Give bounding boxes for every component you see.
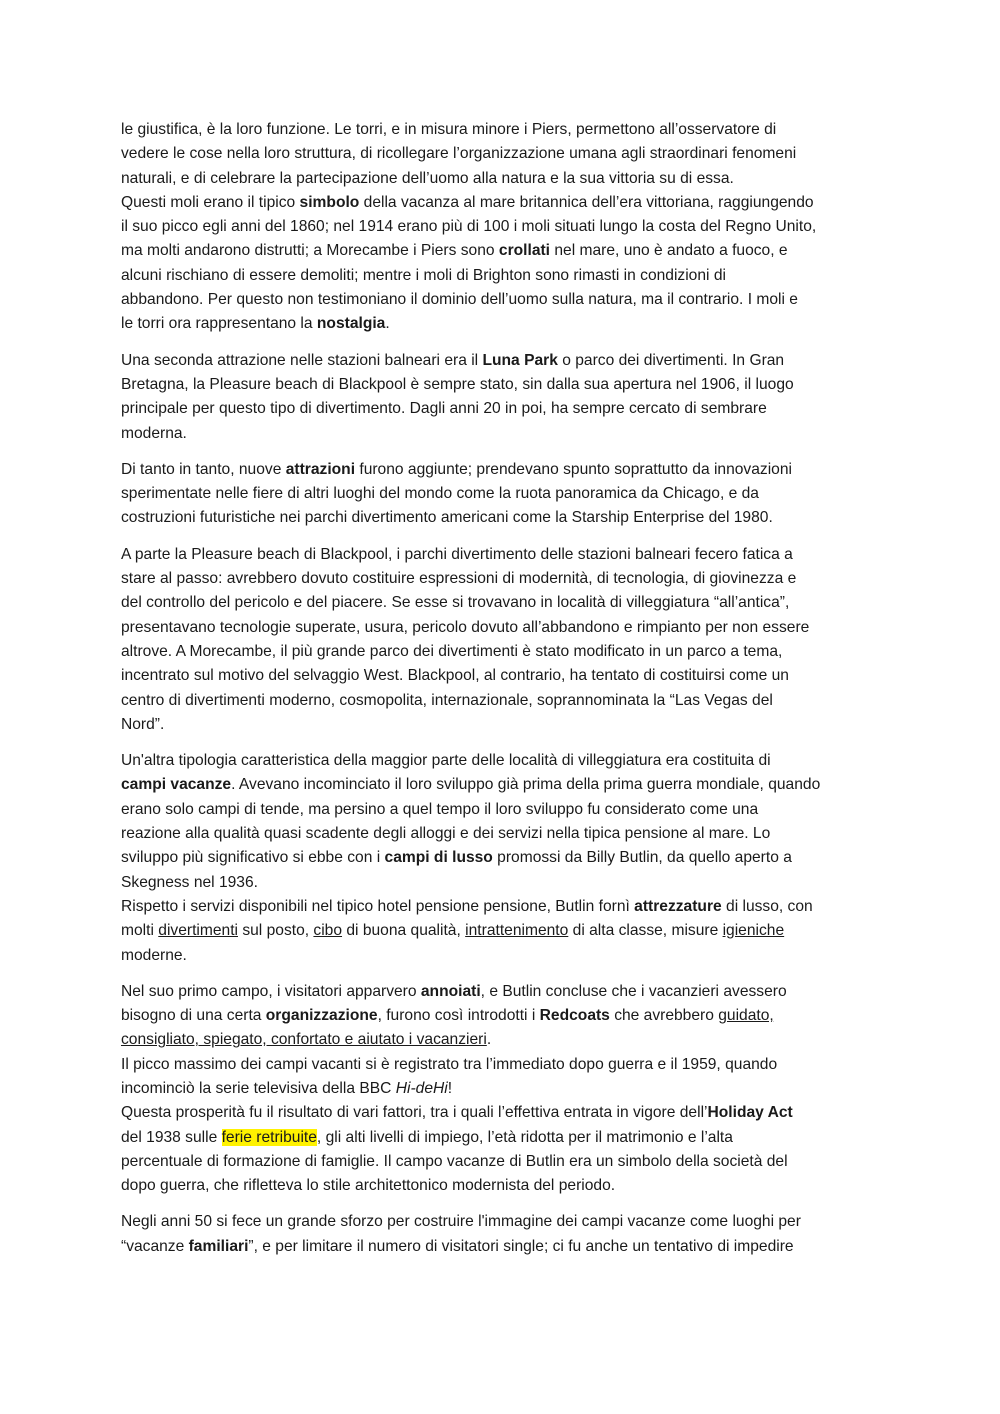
text-run: sviluppo più significativo si ebbe con i xyxy=(121,849,385,867)
text-run: del controllo del pericolo e del piacere. Se esse si trovavano in località di villeggiatura “all’antica”, xyxy=(121,594,790,612)
text-line xyxy=(121,167,891,191)
text-run: moderne. xyxy=(121,946,187,964)
bold-term: nostalgia xyxy=(316,315,386,333)
text-line xyxy=(121,264,891,288)
text-run: Bretagna, la Pleasure beach di Blackpool è sempre stato, sin dalla sua apertura nel 1906, il luogo xyxy=(121,375,794,393)
bold-term: annoiati xyxy=(420,982,481,1000)
text-run: , furono così introdotti i xyxy=(377,1007,540,1025)
text-run: incentrato sul motivo del selvaggio West. Blackpool, al contrario, ha tentato di costituirsi come un xyxy=(121,667,789,685)
paragraph-towers-function xyxy=(121,118,891,191)
document-page xyxy=(121,118,891,1271)
text-run: abbandono. Per questo non testimoniano il dominio dell’uomo sulla natura, ma il contrario. I moli e xyxy=(121,291,798,309)
text-run: vedere le cose nella loro struttura, di ricollegare l’organizzazione umana agli straordinari fenomeni xyxy=(121,145,797,163)
text-run: bisogno di una certa xyxy=(121,1007,266,1025)
paragraph-family-holidays xyxy=(121,1210,891,1259)
bold-term: attrazioni xyxy=(285,460,356,478)
underlined-term: consigliato, spiegato, confortato e aiutato i vacanzieri xyxy=(121,1031,487,1049)
text-run: Questi moli erano il tipico xyxy=(121,193,300,211)
text-run: ! xyxy=(447,1079,453,1097)
text-run: o parco dei divertimenti. In Gran xyxy=(557,351,785,369)
text-line xyxy=(121,1004,891,1028)
text-line xyxy=(121,980,891,1004)
text-run: moderna. xyxy=(121,424,187,442)
text-line xyxy=(121,1235,891,1259)
paragraph-butlin-facilities xyxy=(121,895,891,968)
text-run: . Avevano incominciato il loro sviluppo già prima della prima guerra mondiale, quando xyxy=(231,776,821,794)
text-line xyxy=(121,1150,891,1174)
text-run: della vacanza al mare britannica dell’era vittoriana, raggiungendo xyxy=(359,193,814,211)
text-run: che avrebbero xyxy=(609,1007,719,1025)
text-run: Di tanto in tanto, nuove xyxy=(121,460,286,478)
underlined-term: divertimenti xyxy=(158,922,238,940)
text-run: promossi da Billy Butlin, da quello aperto a xyxy=(492,849,792,867)
text-run: costruzioni futuristiche nei parchi divertimento americani come la Starship Enterprise del 1980. xyxy=(121,509,773,527)
text-line xyxy=(121,397,891,421)
text-run: , e Butlin concluse che i vacanzieri avessero xyxy=(480,982,787,1000)
text-line xyxy=(121,458,891,482)
text-line xyxy=(121,640,891,664)
text-line xyxy=(121,239,891,263)
paragraph-holiday-camps xyxy=(121,749,891,895)
text-line xyxy=(121,749,891,773)
text-run: di alta classe, misure xyxy=(568,922,723,940)
underlined-term: igieniche xyxy=(722,922,785,940)
text-run: alcuni rischiano di essere demoliti; mentre i moli di Brighton sono rimasti in condizioni di xyxy=(121,266,726,284)
text-line xyxy=(121,142,891,166)
bold-term: campi vacanze xyxy=(121,776,232,794)
text-line xyxy=(121,312,891,336)
text-line xyxy=(121,822,891,846)
text-run: dopo guerra, che rifletteva lo stile architettonico modernista del periodo. xyxy=(121,1177,616,1195)
text-run: Negli anni 50 si fece un grande sforzo per costruire l'immagine dei campi vacanze come luoghi per xyxy=(121,1213,801,1231)
text-line xyxy=(121,349,891,373)
text-run: le giustifica, è la loro funzione. Le torri, e in misura minore i Piers, permettono all’osservatore di xyxy=(121,121,777,138)
paragraph-piers-symbol xyxy=(121,191,891,337)
italic-title: Hi-deHi xyxy=(395,1079,448,1097)
text-line xyxy=(121,215,891,239)
text-run: le torri ora rappresentano la xyxy=(121,315,317,333)
text-line xyxy=(121,482,891,506)
text-line xyxy=(121,543,891,567)
text-run: del 1938 sulle xyxy=(121,1128,222,1146)
text-line xyxy=(121,689,891,713)
bold-term: attrezzature xyxy=(634,897,722,915)
text-line xyxy=(121,798,891,822)
underlined-term: guidato, xyxy=(718,1007,774,1025)
text-run: sperimentate nelle fiere di altri luoghi del mondo come la ruota panoramica da Chicago, e da xyxy=(121,485,759,503)
text-line xyxy=(121,919,891,943)
text-line xyxy=(121,1210,891,1234)
text-line xyxy=(121,773,891,797)
bold-term: organizzazione xyxy=(265,1007,378,1025)
text-run: presentavano tecnologie superate, usura, pericolo dovuto all’abbandono e rimpianto per non essere xyxy=(121,618,810,636)
text-run: il suo picco egli anni del 1860; nel 1914 erano più di 100 i moli situati lungo la costa del Regno Unito, xyxy=(121,218,817,236)
text-run: erano solo campi di tende, ma persino a quel tempo il loro sviluppo fu considerato come una xyxy=(121,800,759,818)
text-run: Skegness nel 1936. xyxy=(121,873,258,891)
text-run: stare al passo: avrebbero dovuto costituire espressioni di modernità, di tecnologia, di giovinezza e xyxy=(121,570,797,588)
text-run: ”, e per limitare il numero di visitatori single; ci fu anche un tentativo di impedire xyxy=(248,1237,794,1255)
text-line xyxy=(121,591,891,615)
paragraph-attractions xyxy=(121,458,891,531)
text-line xyxy=(121,1174,891,1198)
paragraph-camps-peak xyxy=(121,1053,891,1102)
text-run: Una seconda attrazione nelle stazioni balneari era il xyxy=(121,351,483,369)
text-run: “vacanze xyxy=(121,1237,189,1255)
text-run: Un'altra tipologia caratteristica della maggior parte delle località di villeggiatura era costituita di xyxy=(121,752,771,770)
text-run: principale per questo tipo di divertimento. Dagli anni 20 in poi, ha sempre cercato di sembrare xyxy=(121,400,767,418)
text-line xyxy=(121,616,891,640)
text-run: furono aggiunte; prendevano spunto soprattutto da innovazioni xyxy=(355,460,792,478)
text-line xyxy=(121,1028,891,1052)
paragraph-pleasure-beach xyxy=(121,543,891,737)
paragraph-luna-park xyxy=(121,349,891,446)
highlighted-term: ferie retribuite xyxy=(221,1128,317,1146)
text-line xyxy=(121,288,891,312)
text-line xyxy=(121,191,891,215)
underlined-term: intrattenimento xyxy=(465,922,569,940)
text-line xyxy=(121,422,891,446)
text-run: Nel suo primo campo, i visitatori apparvero xyxy=(121,982,421,1000)
text-line xyxy=(121,895,891,919)
text-run: Il picco massimo dei campi vacanti si è registrato tra l’immediato dopo guerra e il 1959, quando xyxy=(121,1055,778,1073)
text-line xyxy=(121,713,891,737)
text-run: A parte la Pleasure beach di Blackpool, i parchi divertimento delle stazioni balneari fecero fatica a xyxy=(121,545,793,563)
text-run: , gli alti livelli di impiego, l’età ridotta per il matrimonio e l’alta xyxy=(316,1128,733,1146)
text-line xyxy=(121,1101,891,1125)
text-run: reazione alla qualità quasi scadente degli alloggi e dei servizi nella tipica pensione al mare. Lo xyxy=(121,825,771,843)
text-run: . xyxy=(486,1031,492,1049)
text-run: naturali, e di celebrare la partecipazione dell’uomo alla natura e la sua vittoria su di essa. xyxy=(121,169,734,187)
text-run: di buona qualità, xyxy=(342,922,466,940)
text-run: . xyxy=(385,315,390,333)
bold-term: campi di lusso xyxy=(384,849,493,867)
text-line xyxy=(121,1126,891,1150)
text-line xyxy=(121,567,891,591)
text-run: centro di divertimenti moderno, cosmopolita, internazionale, soprannominata la “Las Vegas del xyxy=(121,691,773,709)
text-run: Rispetto i servizi disponibili nel tipico hotel pensione pensione, Butlin fornì xyxy=(121,897,635,915)
text-run: ma molti andarono distrutti; a Morecambe i Piers sono xyxy=(121,242,499,260)
paragraph-redcoats xyxy=(121,980,891,1053)
text-line xyxy=(121,871,891,895)
text-run: incominciò la serie televisiva della BBC xyxy=(121,1079,396,1097)
text-run: molti xyxy=(121,922,159,940)
text-line xyxy=(121,118,891,142)
text-run: Nord”. xyxy=(121,715,165,733)
bold-term: crollati xyxy=(498,242,551,260)
underlined-term: cibo xyxy=(313,922,343,940)
bold-term: Holiday Act xyxy=(707,1104,793,1122)
text-line xyxy=(121,1077,891,1101)
text-run: percentuale di formazione di famiglie. Il campo vacanze di Butlin era un simbolo della società del xyxy=(121,1152,788,1170)
bold-term: Luna Park xyxy=(482,351,558,369)
bold-term: familiari xyxy=(188,1237,249,1255)
bold-term: simbolo xyxy=(299,193,360,211)
text-run: di lusso, con xyxy=(721,897,813,915)
text-run: sul posto, xyxy=(238,922,314,940)
bold-term: Redcoats xyxy=(539,1007,610,1025)
text-line xyxy=(121,664,891,688)
paragraph-prosperity xyxy=(121,1101,891,1198)
text-run: altrove. A Morecambe, il più grande parco dei divertimenti è stato modificato in un parco a tema, xyxy=(121,642,783,660)
text-line xyxy=(121,1053,891,1077)
text-run: nel mare, uno è andato a fuoco, e xyxy=(550,242,788,260)
text-line xyxy=(121,944,891,968)
text-line xyxy=(121,373,891,397)
text-line xyxy=(121,846,891,870)
text-line xyxy=(121,506,891,530)
text-run: Questa prosperità fu il risultato di vari fattori, tra i quali l’effettiva entrata in vigore dell’ xyxy=(121,1104,708,1122)
